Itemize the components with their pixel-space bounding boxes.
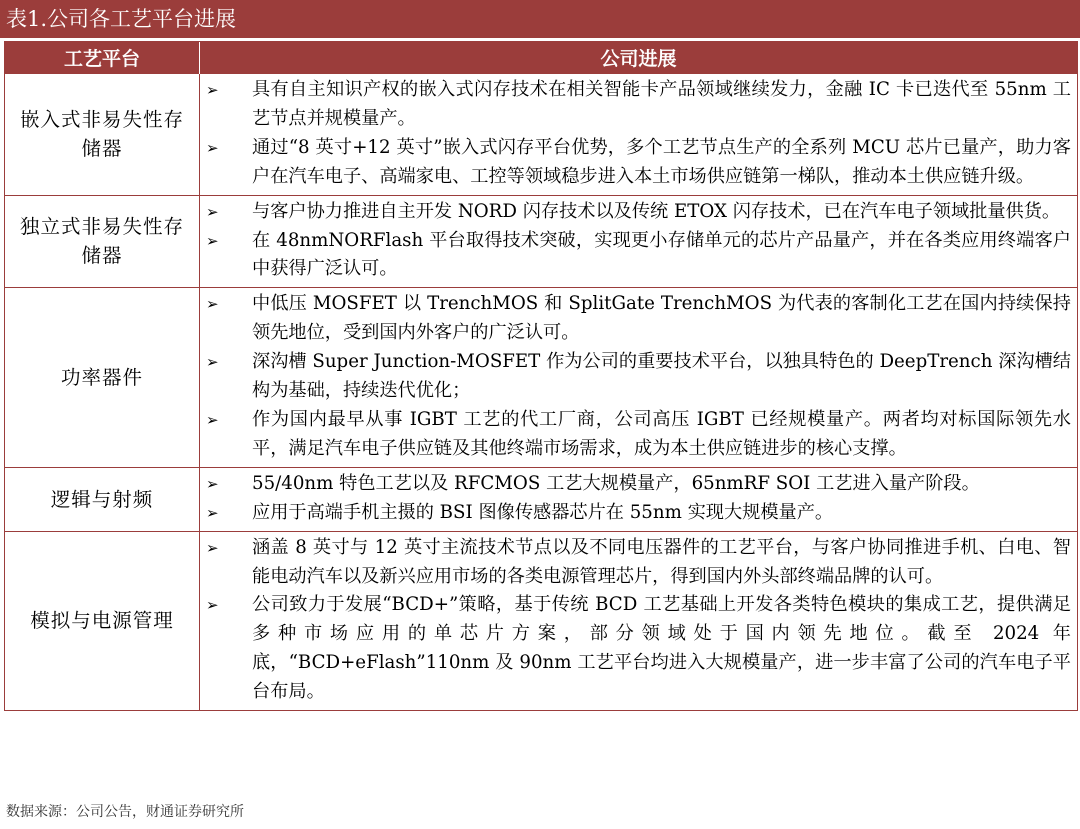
platform-cell: 嵌入式非易失性存储器: [5, 74, 200, 196]
progress-table-container: [4, 41, 1078, 711]
platform-cell: 独立式非易失性存储器: [5, 195, 200, 288]
list-item-text: 具有自主知识产权的嵌入式闪存技术在相关智能卡产品领域继续发力，金融 IC 卡已迭代至 55nm 工艺节点并规模量产。: [252, 79, 1071, 129]
table-row: [5, 467, 1077, 531]
list-item-text: 通过“8 英寸+12 英寸”嵌入式闪存平台优势，多个工艺节点生产的全系列 MCU 芯片已量产，助力客户在汽车电子、高端家电、工控等领域稳步进入本土市场供应链第一梯队，推动本土供应链升级。: [252, 136, 1071, 187]
progress-table: [5, 42, 1077, 710]
progress-cell: [200, 467, 1078, 531]
arrowhead-bullet-icon: ➢: [206, 503, 219, 522]
list-item: [206, 470, 1071, 499]
table-row: [5, 195, 1077, 288]
header-platform: 工艺平台: [5, 42, 200, 74]
list-item-text: 与客户协力推进自主开发 NORD 闪存技术以及传统 ETOX 闪存技术，已在汽车电子领域批量供货。: [252, 200, 1061, 222]
list-item: [206, 134, 1071, 192]
arrowhead-bullet-icon: ➢: [206, 410, 219, 429]
arrowhead-bullet-icon: ➢: [206, 353, 219, 372]
table-title: 表1.公司各工艺平台进展: [0, 0, 1080, 38]
progress-cell: [200, 531, 1078, 710]
platform-cell: 功率器件: [5, 288, 200, 467]
platform-cell: 逻辑与射频: [5, 467, 200, 531]
progress-list: [206, 198, 1071, 285]
data-source-note: 数据来源：公司公告，财通证券研究所: [6, 804, 244, 820]
list-item: [206, 348, 1071, 406]
arrowhead-bullet-icon: ➢: [206, 138, 219, 157]
platform-cell: 模拟与电源管理: [5, 531, 200, 710]
table-row: [5, 531, 1077, 710]
progress-list: [206, 290, 1071, 463]
list-item-text: 作为国内最早从事 IGBT 工艺的代工厂商，公司高压 IGBT 已经规模量产。两者均对标国际领先水平，满足汽车电子供应链及其他终端市场需求，成为本土供应链进步的核心支撑。: [252, 408, 1071, 459]
list-item-text: 深沟槽 Super Junction-MOSFET 作为公司的重要技术平台，以独具特色的 DeepTrench 深沟槽结构为基础，持续迭代优化；: [252, 351, 1071, 402]
table-row: [5, 74, 1077, 196]
arrowhead-bullet-icon: ➢: [206, 596, 219, 615]
arrowhead-bullet-icon: ➢: [206, 81, 219, 99]
progress-list: [206, 76, 1071, 192]
list-item: [206, 591, 1071, 707]
list-item-text: 55/40nm 特色工艺以及 RFCMOS 工艺大规模量产，65nmRF SOI 工艺进入量产阶段。: [252, 472, 980, 494]
table-row: [5, 288, 1077, 467]
progress-list: [206, 534, 1071, 707]
arrowhead-bullet-icon: ➢: [206, 295, 219, 314]
list-item-text: 在 48nmNORFlash 平台取得技术突破，实现更小存储单元的芯片产品量产，并在各类应用终端客户中获得广泛认可。: [252, 229, 1071, 280]
list-item: [206, 499, 1071, 528]
list-item-text: 涵盖 8 英寸与 12 英寸主流技术节点以及不同电压器件的工艺平台，与客户协同推进手机、白电、智能电动汽车以及新兴应用市场的各类电源管理芯片，得到国内外头部终端品牌的认可。: [252, 536, 1071, 587]
list-item: [206, 406, 1071, 464]
progress-cell: [200, 288, 1078, 467]
list-item-text: 应用于高端手机主摄的 BSI 图像传感器芯片在 55nm 实现大规模量产。: [252, 501, 834, 523]
list-item: [206, 76, 1071, 134]
progress-cell: [200, 195, 1078, 288]
list-item: [206, 198, 1071, 227]
progress-list: [206, 470, 1071, 528]
list-item: [206, 290, 1071, 348]
arrowhead-bullet-icon: ➢: [206, 474, 219, 493]
header-progress: 公司进展: [200, 42, 1078, 74]
list-item-text: 公司致力于发展“BCD+”策略，基于传统 BCD 工艺基础上开发各类特色模块的集成工艺，提供满足多种市场应用的单芯片方案，部分领域处于国内领先地位。截至 2024 年底，“BCD+eFlash”110nm 及 90nm 工艺平台均进入大规模量产，进一步丰富了公司的汽车电子平台布局。: [252, 594, 1071, 703]
progress-cell: [200, 74, 1078, 196]
arrowhead-bullet-icon: ➢: [206, 538, 219, 557]
list-item: [206, 534, 1071, 592]
table-header-row: [5, 42, 1077, 74]
arrowhead-bullet-icon: ➢: [206, 202, 219, 221]
arrowhead-bullet-icon: ➢: [206, 231, 219, 250]
table-body: [5, 74, 1077, 711]
list-item: [206, 227, 1071, 285]
list-item-text: 中低压 MOSFET 以 TrenchMOS 和 SplitGate TrenchMOS 为代表的客制化工艺在国内持续保持领先地位，受到国内外客户的广泛认可。: [252, 293, 1071, 344]
